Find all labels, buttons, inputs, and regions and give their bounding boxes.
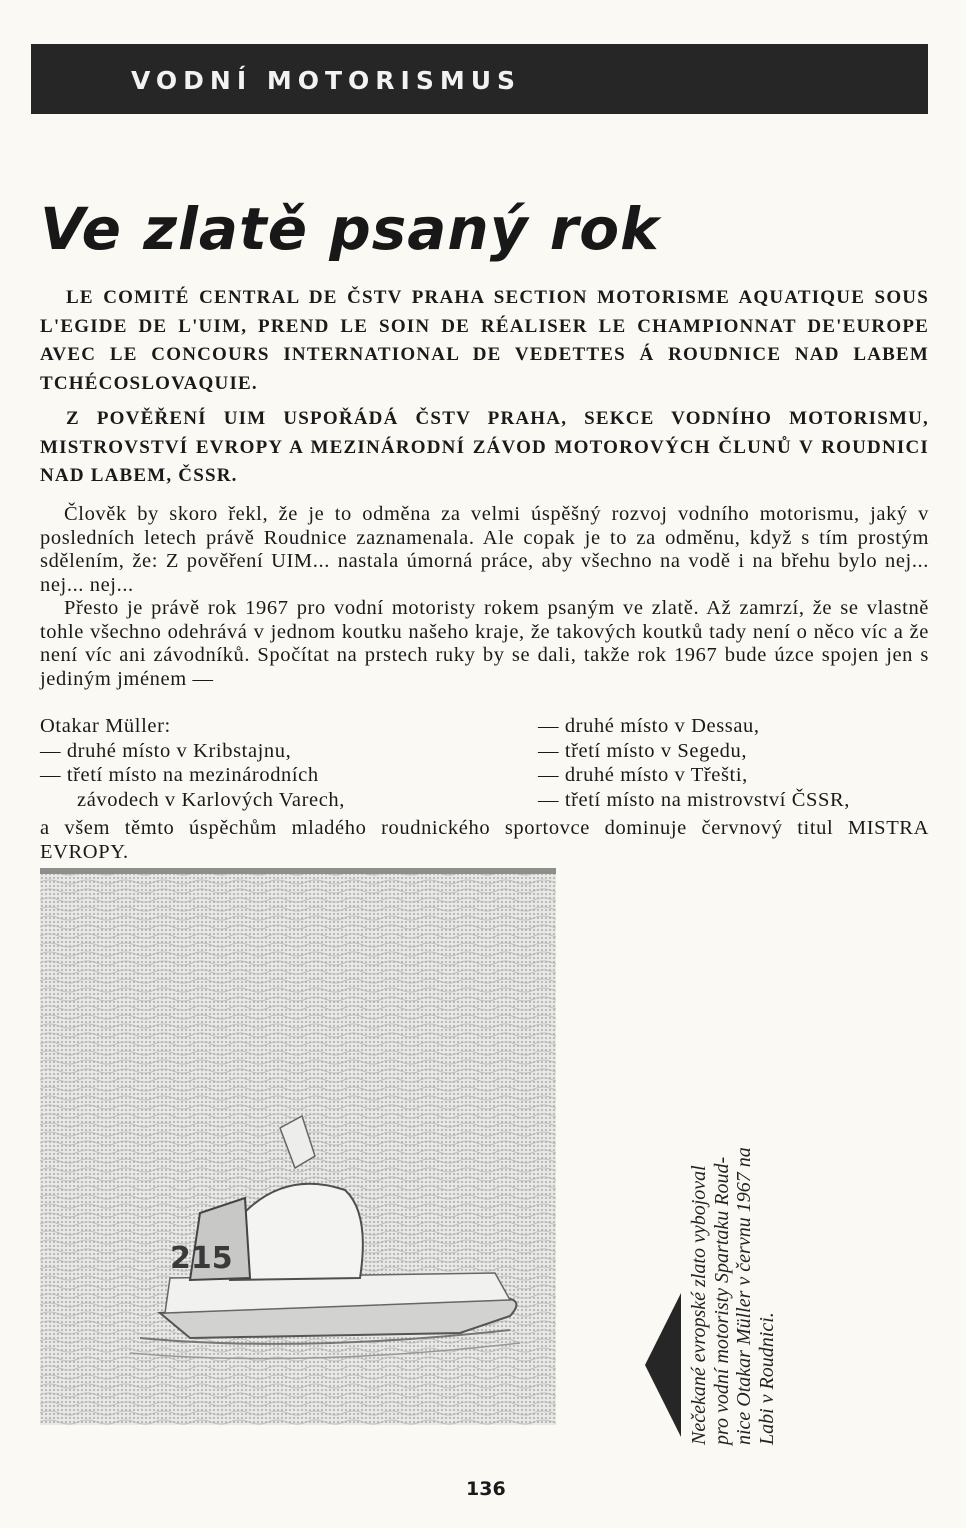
results-list-right [538, 714, 938, 812]
list-item: — třetí místo na mistrovství ČSSR, [538, 788, 850, 811]
intro-french: LE COMITÉ CENTRAL DE ČSTV PRAHA SECTION MOTORISME AQUATIQUE SOUS L'EGIDE DE L'UIM, PREND LE SOIN DE RÉALISER LE CHAMPIONNAT DE'EUROPE AVEC LE CONCOURS INTERNATIONAL DE VEDETTES Á ROUDNICE NAD LABEM TCHÉCOSLOVAQUIE. [40, 287, 929, 394]
article-title: Ve zlatě psaný rok [40, 195, 660, 263]
caption-line: nice Otakar Müller v červnu 1967 na [733, 1147, 755, 1445]
section-banner [31, 44, 928, 114]
caption-line: Labi v Roudnici. [755, 1312, 778, 1445]
photo-caption [688, 995, 778, 1445]
pointer-arrow-icon [645, 1293, 681, 1437]
list-item: — třetí místo v Segedu, [538, 739, 748, 762]
section-title: VODNÍ MOTORISMUS [131, 66, 522, 95]
caption-line: Nečekané evropské zlato vybojoval [688, 1165, 710, 1445]
boat-photo [40, 868, 556, 1425]
results-list-left [40, 714, 500, 812]
caption-line: pro vodní motoristy Spartaku Roud- [710, 1156, 733, 1445]
intro-czech: Z POVĚŘENÍ UIM USPOŘÁDÁ ČSTV PRAHA, SEKCE VODNÍHO MOTORISMU, MISTROVSTVÍ EVROPY A MEZINÁRODNÍ ZÁVOD MOTOROVÝCH ČLUNŮ V ROUDNICI NAD LABEM, ČSSR. [40, 408, 929, 486]
list-item: — třetí místo na mezinárodních [40, 764, 319, 786]
page-number: 136 [466, 1478, 506, 1500]
article-paragraph-1: Člověk by skoro řekl, že je to odměna za velmi úspěšný rozvoj vodního motorismu, jaký v posledních letech právě Roudnice zaznamenala. Ale copak je to za odměnu, když s tím prostým sdělením, že: Z pověření UIM... nastala úmorná práce, aby všechno na vodě i na břehu bylo nej... nej... nej... [40, 503, 929, 596]
list-item: — druhé místo v Třešti, [538, 764, 748, 786]
list-item: — druhé místo v Dessau, [538, 715, 760, 737]
article-paragraph-2: Přesto je právě rok 1967 pro vodní motoristy rokem psaným ve zlatě. Až zamrzí, že se vlastně tohle všechno odehrává v jednom koutku našeho kraje, že takových koutků tady není o něco víc a že není víc ani závodníků. Spočítat na prstech ruky by se dali, takže rok 1967 bude úzce spojen jen s jediným jménem — [40, 597, 929, 690]
list-item-continuation: závodech v Karlových Varech, [77, 788, 346, 811]
list-item: — druhé místo v Kribstajnu, [40, 739, 292, 762]
article-paragraph-3: a všem těmto úspěchům mladého roudnického sportovce dominuje červnový titul MISTRA EVROPY. [40, 817, 929, 863]
racer-name: Otakar Müller: [40, 715, 171, 737]
boat-number: 215 [170, 1241, 233, 1276]
